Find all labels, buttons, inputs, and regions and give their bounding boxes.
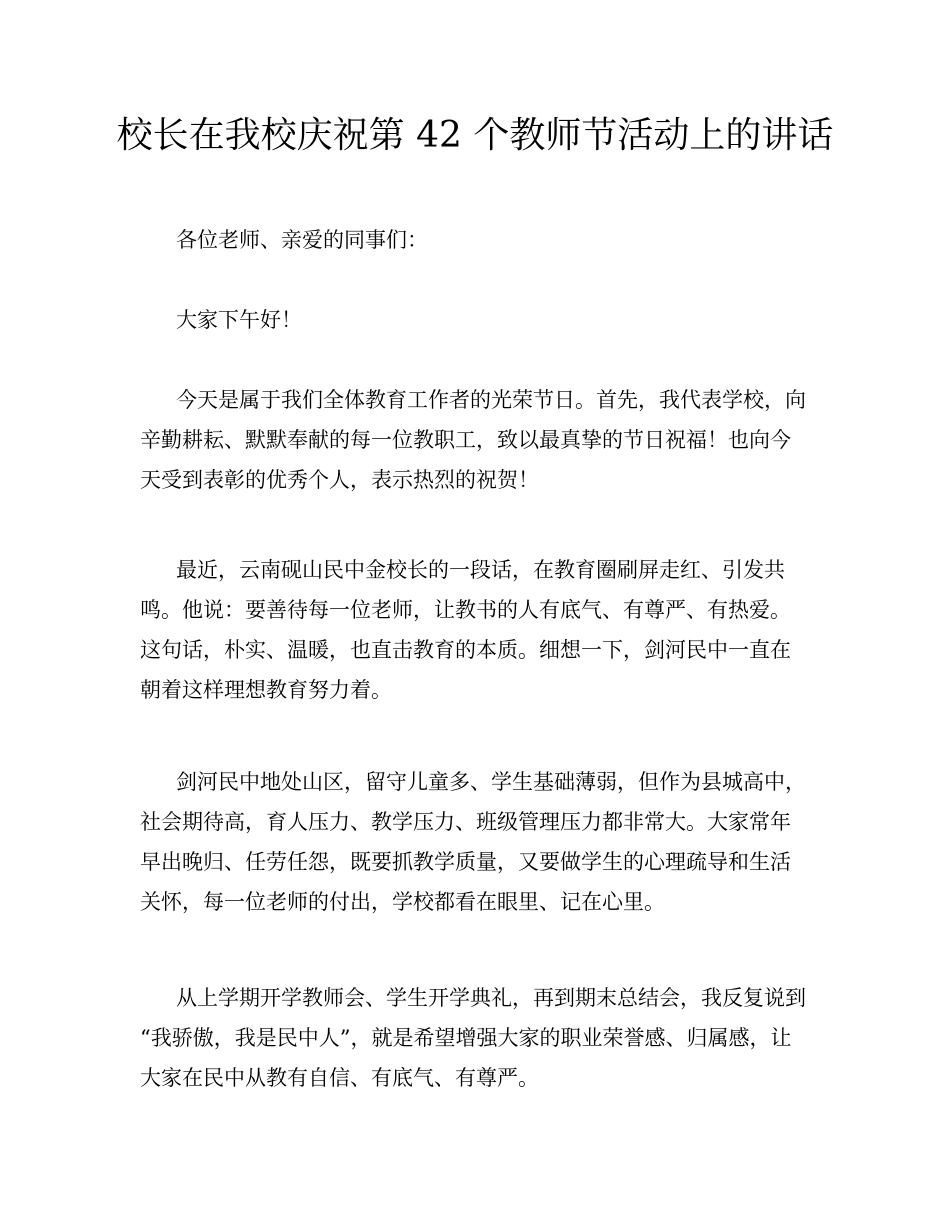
- document-title: 校长在我校庆祝第 42 个教师节活动上的讲话: [116, 115, 834, 156]
- body-paragraph: 今天是属于我们全体教育工作者的光荣节日。首先，我代表学校，向辛勤耕耘、默默奉献的每一位教职工，致以最真挚的节日祝福！也向今天受到表彰的优秀个人，表示热烈的祝贺！: [140, 388, 806, 492]
- body-paragraph: 剑河民中地处山区，留守儿童多、学生基础薄弱，但作为县城高中，社会期待高，育人压力、教学压力、班级管理压力都非常大。大家常年早出晚归、任劳任怨，既要抓教学质量，又要做学生的心理疏导和生活关怀，每一位老师的付出，学校都看在眼里、记在心里。: [140, 770, 806, 914]
- body-paragraph: 从上学期开学教师会、学生开学典礼，再到期末总结会，我反复说到 “我骄傲，我是民中人”，就是希望增强大家的职业荣誉感、归属感，让大家在民中从教有自信、有底气、有尊严。: [140, 986, 806, 1090]
- body-paragraph: 最近，云南砚山民中金校长的一段话，在教育圈刷屏走红、引发共鸣。他说：要善待每一位老师，让教书的人有底气、有尊严、有热爱。这句话，朴实、温暖，也直击教育的本质。细想一下，剑河民中一直在朝着这样理想教育努力着。: [140, 558, 791, 702]
- salutation-paragraph: 大家下午好！: [176, 308, 302, 332]
- greeting-paragraph: 各位老师、亲爱的同事们：: [176, 228, 428, 252]
